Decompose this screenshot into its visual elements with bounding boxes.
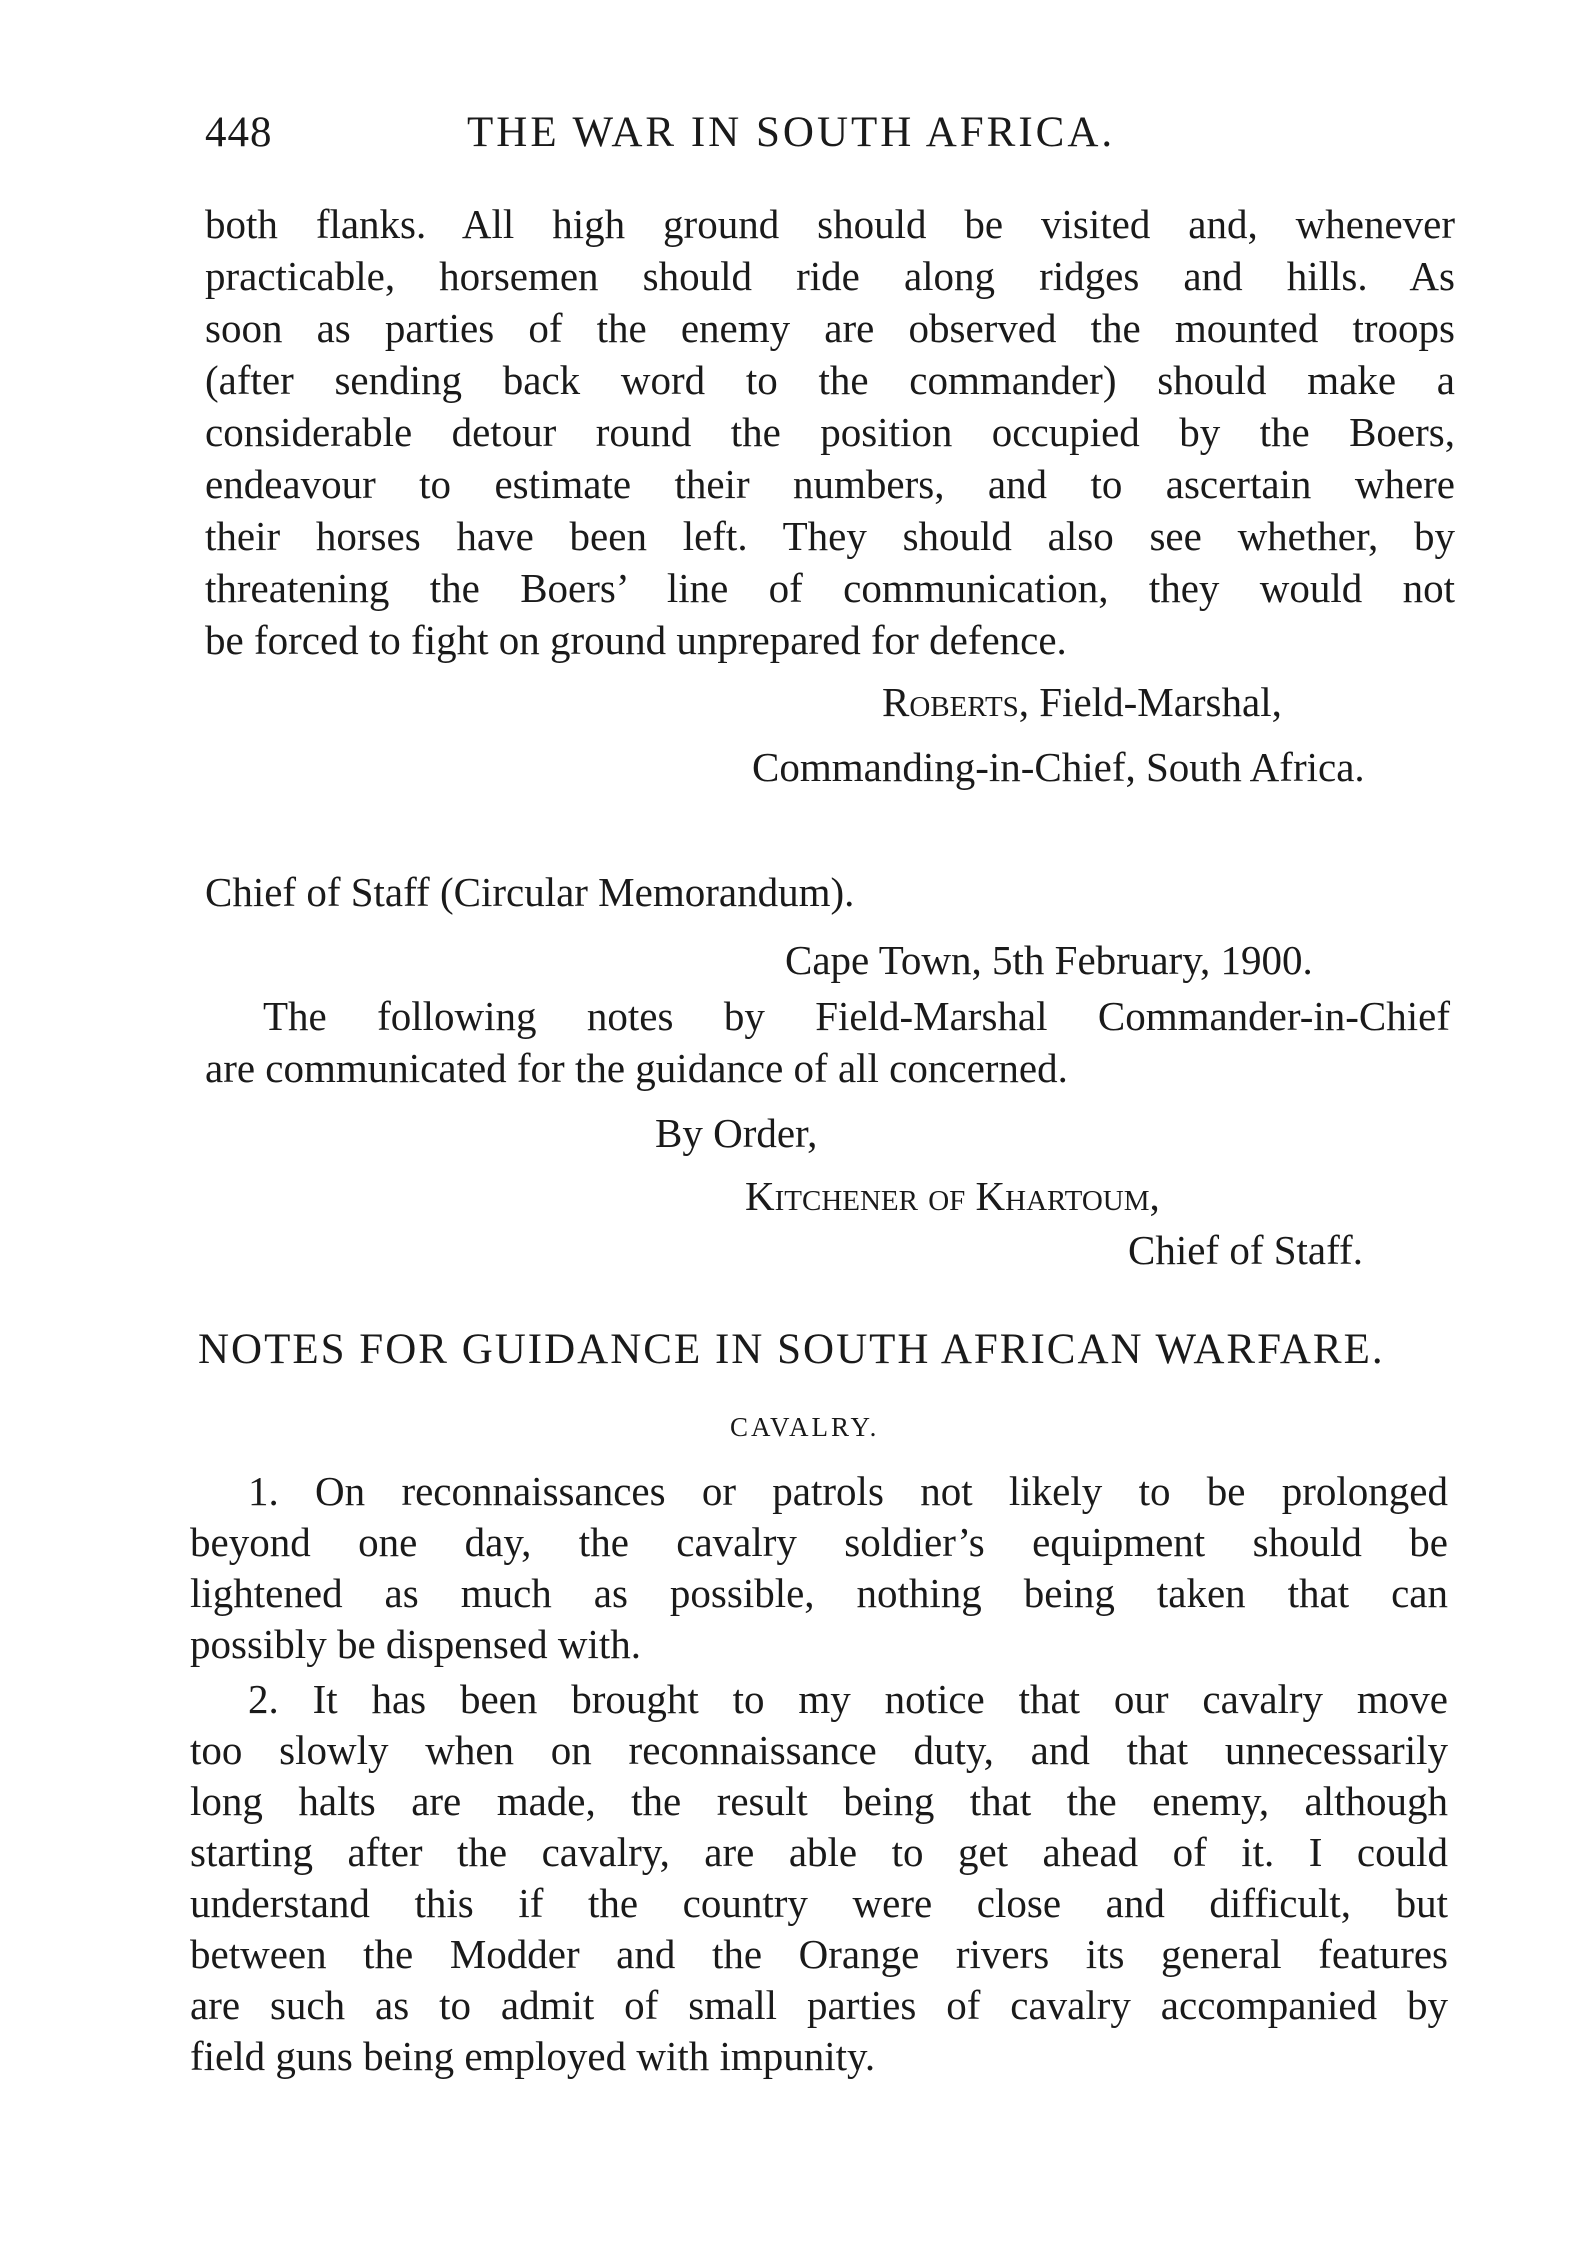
text-line: are such as to admit of small parties of cavalry accompanied by [190,1982,1448,2028]
section-subtitle: CAVALRY. [730,1412,880,1442]
opening-paragraph [205,198,1455,666]
signatory-position: Commanding-in-Chief, South Africa. [752,744,1365,790]
memorandum-body [205,990,1450,1094]
page-number: 448 [205,109,273,156]
text-line: their horses have been left. They should also see whether, by [205,513,1455,559]
text-line: long halts are made, the result being that the enemy, although [190,1778,1448,1824]
text-line: too slowly when on reconnaissance duty, and that unnecessarily [190,1727,1448,1773]
text-line: understand this if the country were close and difficult, but [190,1880,1448,1926]
text-line: endeavour to estimate their numbers, and to ascertain where [205,461,1455,507]
text-line: lightened as much as possible, nothing being taken that can [190,1570,1448,1616]
text-line: 2. It has been brought to my notice that our cavalry move [248,1676,1448,1722]
note-paragraph-1 [190,1466,1448,1670]
text-line: 1. On reconnaissances or patrols not likely to be prolonged [248,1468,1448,1514]
by-order: By Order, [655,1110,818,1156]
text-line: field guns being employed with impunity. [190,2033,876,2079]
text-line: The following notes by Field-Marshal Commander-in-Chief [263,993,1450,1039]
text-line: beyond one day, the cavalry soldier’s equipment should be [190,1519,1448,1565]
text-line: are communicated for the guidance of all concerned. [205,1045,1068,1091]
text-line: between the Modder and the Orange rivers its general features [190,1931,1448,1977]
memorandum-place-date: Cape Town, 5th February, 1900. [785,937,1313,983]
text-line: starting after the cavalry, are able to get ahead of it. I could [190,1829,1448,1875]
text-line: both flanks. All high ground should be visited and, whenever [205,201,1455,247]
page-header [205,108,1205,168]
text-line: soon as parties of the enemy are observed the mounted troops [205,305,1455,351]
signatory-rank: , Field-Marshal, [1018,679,1282,725]
running-head: THE WAR IN SOUTH AFRICA. [467,109,1116,156]
signatory-kitchener: Kitchener of Khartoum, [745,1173,1160,1219]
text-line: possibly be dispensed with. [190,1621,641,1667]
memorandum-heading: Chief of Staff (Circular Memorandum). [205,869,855,915]
signature-roberts [882,676,1282,728]
signatory-name: Roberts [882,679,1019,725]
text-line: practicable, horsemen should ride along ridges and hills. As [205,253,1455,299]
section-title: NOTES FOR GUIDANCE IN SOUTH AFRICAN WARFARE. [198,1326,1385,1373]
text-line: (after sending back word to the commander) should make a [205,357,1455,403]
signatory-kitchener-title: Chief of Staff. [1128,1227,1363,1273]
text-line: threatening the Boers’ line of communication, they would not [205,565,1455,611]
text-line: be forced to fight on ground unprepared for defence. [205,617,1067,663]
note-paragraph-2 [190,1674,1448,2082]
text-line: considerable detour round the position occupied by the Boers, [205,409,1455,455]
